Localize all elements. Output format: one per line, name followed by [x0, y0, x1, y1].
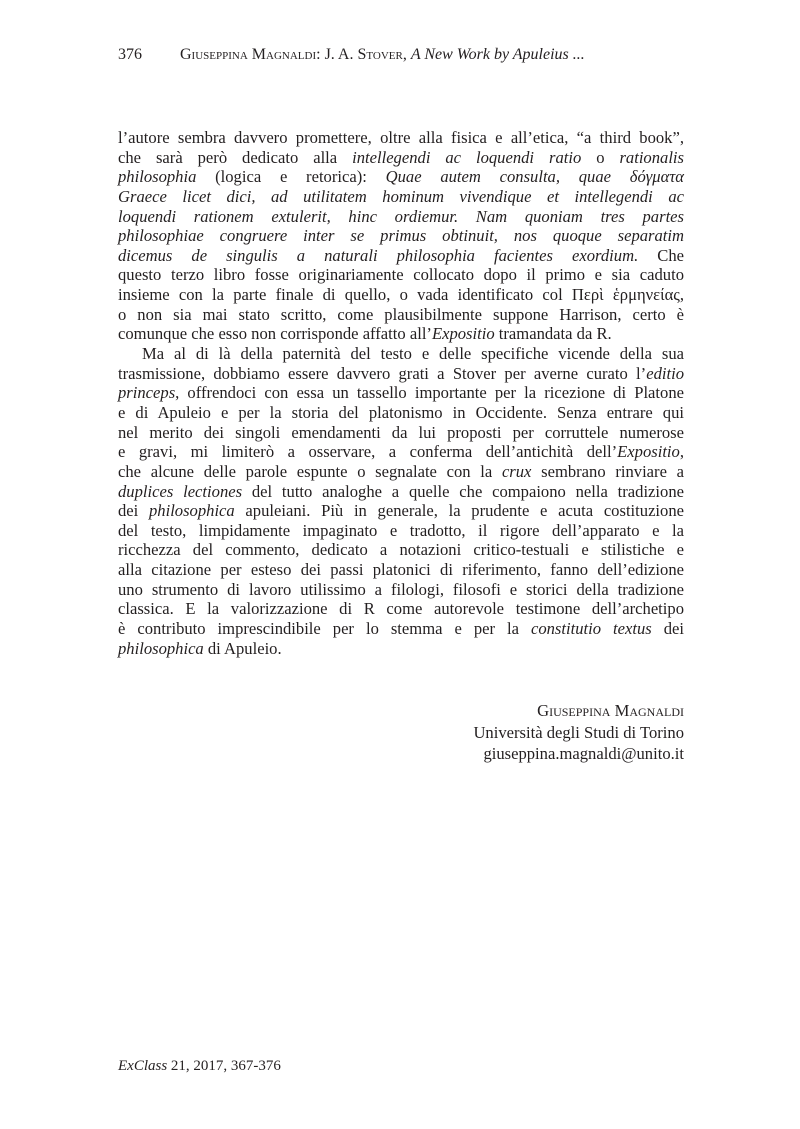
text-line: [118, 423, 684, 443]
text-segment: , offrendoci con essa un tassello importante per la ricezione di Platone: [175, 383, 684, 403]
italic-text: Expositio: [617, 442, 680, 462]
review-body: [118, 128, 684, 658]
text-segment: ricchezza del commento, dedicato a notazioni critico-testuali e stilistiche e: [118, 540, 684, 560]
text-line: [118, 265, 684, 285]
text-line: [118, 442, 684, 462]
text-line: [118, 285, 684, 305]
text-segment: apuleiani. Più in generale, la prudente e acuta costituzione: [234, 501, 685, 521]
text-line: [118, 560, 684, 580]
text-segment: che alcune delle parole espunte o segnalate con la: [118, 461, 502, 481]
text-segment: è contributo imprescindibile per lo stemma e per la: [118, 619, 531, 639]
running-header: [118, 46, 585, 64]
text-segment: di Apuleio.: [203, 638, 282, 658]
text-segment: Ma al di là della paternità del testo e delle specifiche vicende della sua: [142, 344, 684, 364]
signature-affiliation: Università degli Studi di Torino: [473, 722, 684, 742]
text-segment: del tutto analoghe a quelle che compaiono nella tradizione: [242, 481, 684, 501]
italic-text: constitutio textus: [530, 619, 652, 639]
footer-journal: ExClass: [118, 1058, 168, 1074]
text-segment: trasmissione, dobbiamo essere davvero grati a Stover per averne curato l’: [118, 363, 647, 383]
text-segment: o: [581, 147, 620, 167]
text-line: [118, 167, 684, 187]
signature-email[interactable]: giuseppina.magnaldi@unito.it: [483, 744, 684, 763]
text-segment: l’autore sembra davvero promettere, oltre alla fisica e all’etica, “a third book”,: [118, 128, 684, 147]
text-segment: dei: [651, 619, 684, 639]
text-segment: e gravi, mi limiterò a osservare, a conferma dell’antichità dell’: [118, 442, 618, 462]
header-author: Giuseppina Magnaldi: [180, 46, 317, 63]
text-segment: classica. E la valorizzazione di R come autorevole testimone dell’archetipo: [118, 599, 684, 619]
text-segment: sembrano rinviare a: [531, 461, 684, 481]
text-segment: Che: [638, 245, 684, 265]
text-segment: (logica e retorica):: [196, 167, 386, 187]
italic-text: philosophica: [118, 638, 204, 658]
text-line: [118, 128, 684, 148]
text-segment: uno strumento di lavoro utilissimo a filologi, filosofi e storici della tradizione: [118, 579, 684, 599]
italic-text: Expositio: [431, 324, 495, 344]
italic-text: intellegendi ac loquendi ratio: [352, 147, 582, 167]
text-segment: e di Apuleio e per la storia del platonismo in Occidente. Senza entrare qui: [118, 402, 684, 422]
text-segment: questo terzo libro fosse originariamente collocato dopo il primo e sia caduto: [118, 265, 684, 285]
text-segment: tramandata da R.: [494, 324, 612, 344]
text-line: [118, 403, 684, 423]
italic-text: rationalis: [619, 147, 684, 167]
italic-text: duplices lectiones: [118, 481, 243, 501]
italic-text: philosophica: [148, 501, 235, 521]
page-number: 376: [118, 46, 142, 63]
text-line: [118, 540, 684, 560]
text-segment: nel merito dei singoli emendamenti da lui proposti per corruttele numerose: [118, 422, 684, 442]
text-segment: insieme con la parte finale di quello, o vada identificato col Περὶ ἑρμηνείας,: [118, 285, 684, 305]
text-line: [118, 462, 684, 482]
text-line: [118, 619, 684, 639]
header-book-title: A New Work by Apuleius ...: [410, 46, 585, 63]
text-line: [118, 521, 684, 541]
text-line: [118, 226, 684, 246]
signature-block: [473, 700, 684, 765]
text-line: [118, 482, 684, 502]
text-segment: del testo, limpidamente impaginato e tradotto, il rigore dell’apparato e la: [118, 520, 684, 540]
text-segment: alla citazione per esteso dei passi platonici di riferimento, fanno dell’edizione: [118, 560, 684, 580]
italic-text: editio: [646, 363, 684, 383]
text-line: [118, 344, 684, 364]
text-segment: che sarà però dedicato alla: [118, 147, 353, 167]
italic-text: dicemus de singulis a naturali philosophia facientes exordium.: [118, 245, 639, 265]
italic-text: philosophia: [118, 167, 197, 187]
text-segment: dei: [118, 501, 149, 521]
paragraph: [118, 128, 684, 344]
italic-text: princeps: [118, 383, 176, 403]
italic-text: crux: [501, 461, 532, 481]
text-line: [118, 187, 684, 207]
text-line: [118, 207, 684, 227]
text-line: [118, 148, 684, 168]
text-line: [118, 580, 684, 600]
text-line: [118, 383, 684, 403]
page-footer: [118, 1058, 281, 1075]
paragraph: [118, 344, 684, 658]
header-comma: ,: [402, 46, 411, 63]
header-separator: :: [316, 46, 325, 63]
header-reviewed-author: J. A. Stover: [324, 46, 403, 63]
text-line: [118, 246, 684, 266]
text-line: [118, 324, 684, 344]
text-line: [118, 501, 684, 521]
text-line: [118, 364, 684, 384]
text-segment: comunque che esso non corrisponde affatto all’: [118, 324, 432, 344]
text-line: [118, 639, 684, 659]
text-segment: ,: [679, 442, 684, 462]
text-line: [118, 305, 684, 325]
text-line: [118, 599, 684, 619]
italic-text: loquendi rationem extulerit, hinc ordiemur. Nam quoniam tres partes: [118, 206, 684, 226]
text-segment: o non sia mai stato scritto, come plausibilmente suppone Harrison, certo è: [118, 304, 684, 324]
italic-text: philosophiae congruere inter se primus obtinuit, nos quoque separatim: [118, 226, 684, 246]
signature-name: Giuseppina Magnaldi: [537, 701, 684, 720]
italic-text: Quae autem consulta, quae δόγματα: [385, 167, 684, 187]
footer-citation: 21, 2017, 367-376: [167, 1058, 281, 1074]
italic-text: Graece licet dici, ad utilitatem hominum vivendique et intellegendi ac: [118, 186, 684, 206]
